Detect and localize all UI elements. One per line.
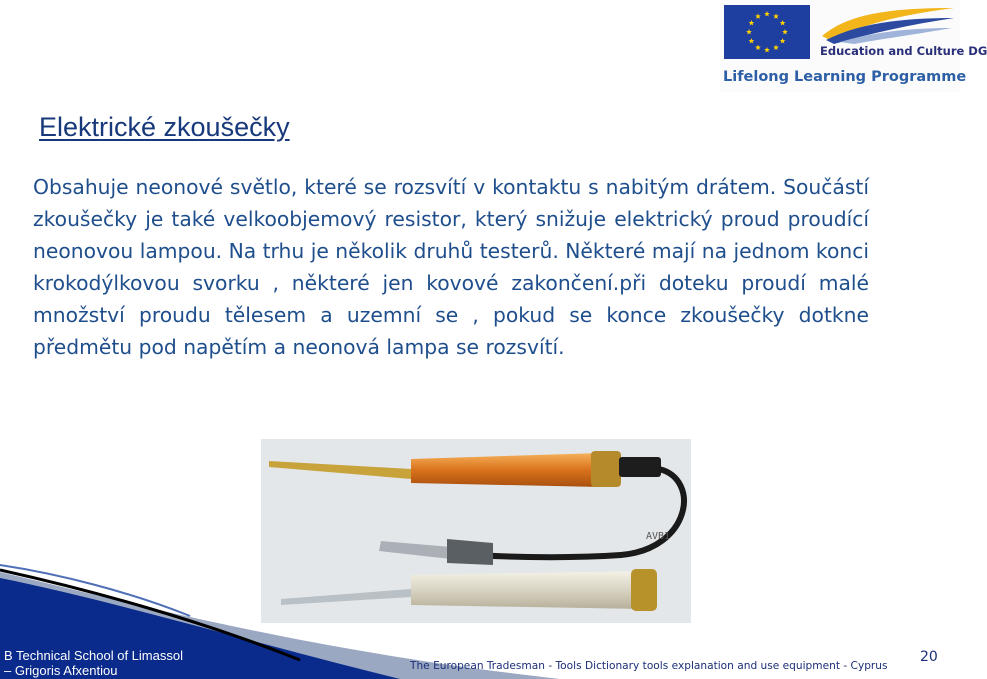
education-culture-swoosh-icon xyxy=(818,6,956,44)
dg-label: Education and Culture DG xyxy=(820,44,987,58)
school-name xyxy=(4,648,183,678)
footer-caption: The European Tradesman - Tools Dictionary tools explanation and use equipment - Cyprus xyxy=(410,660,888,672)
eu-flag-icon xyxy=(724,5,810,59)
slide-title: Elektrické zkoušečky xyxy=(39,112,290,142)
school-line-1: B Technical School of Limassol xyxy=(4,648,183,663)
school-line-2: – Grigoris Afxentiou xyxy=(4,663,118,678)
page-number: 20 xyxy=(920,649,938,665)
photo-label: AVB1 xyxy=(646,531,671,542)
slide-body-text: Obsahuje neonové světlo, které se rozsvítí v kontaktu s nabitým drátem. Součástí zkoušečky je také velkoobjemový resistor, který snižuje elektrický proud proudící neonovou lampou. Na trhu je několik druhů testerů. Některé mají na jednom konci krokodýlkovou svorku , některé jen kovové zakončení.při doteku proudí malé množství proudu tělesem a uzemní se , pokud se konce zkoušečky dotkne předmětu pod napětím a neonová lampa se rozsvítí. xyxy=(33,175,870,359)
programme-label: Lifelong Learning Programme xyxy=(723,69,967,85)
